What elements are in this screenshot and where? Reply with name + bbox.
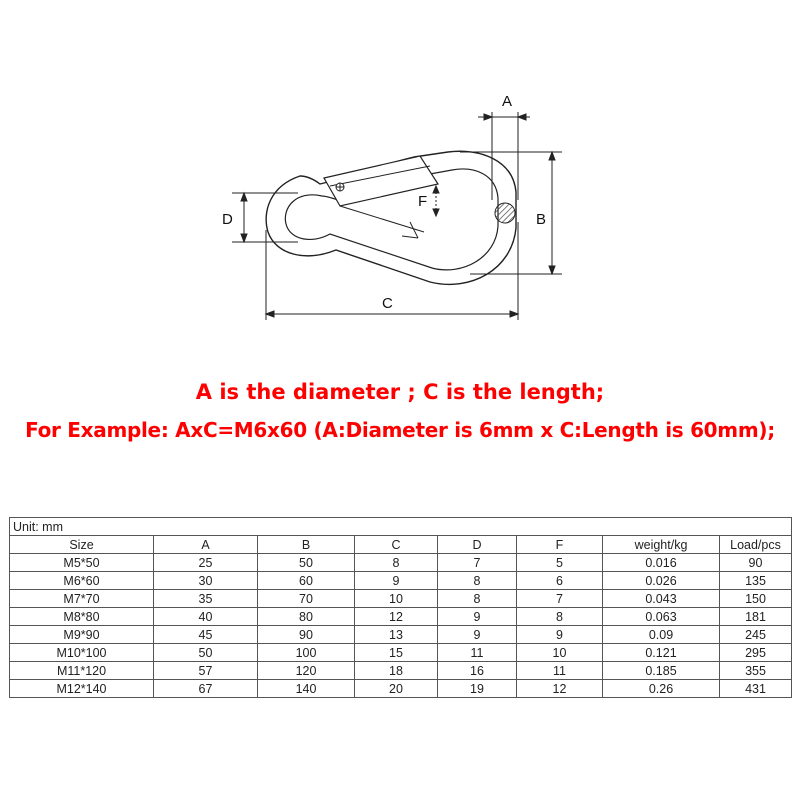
table-cell: 9 xyxy=(355,572,438,590)
table-cell: 355 xyxy=(720,662,792,680)
table-cell: M9*90 xyxy=(10,626,154,644)
table-row xyxy=(10,644,792,662)
table-header-row xyxy=(10,536,792,554)
dim-label-f: F xyxy=(418,193,428,210)
table-cell: M8*80 xyxy=(10,608,154,626)
column-header: A xyxy=(154,536,258,554)
table-cell: 20 xyxy=(355,680,438,698)
table-cell: 431 xyxy=(720,680,792,698)
table-cell: 90 xyxy=(720,554,792,572)
table-cell: 10 xyxy=(355,590,438,608)
dim-label-a: A xyxy=(502,93,513,110)
table-cell: M5*50 xyxy=(10,554,154,572)
table-cell: 0.09 xyxy=(603,626,720,644)
table-cell: 60 xyxy=(258,572,355,590)
dimension-d xyxy=(232,193,298,242)
table-cell: 35 xyxy=(154,590,258,608)
table-cell: M10*100 xyxy=(10,644,154,662)
table-cell: 0.063 xyxy=(603,608,720,626)
table-cell: 8 xyxy=(438,572,517,590)
table-row xyxy=(10,590,792,608)
table-cell: 295 xyxy=(720,644,792,662)
table-cell: 5 xyxy=(517,554,603,572)
table-row xyxy=(10,662,792,680)
spec-table xyxy=(9,517,792,698)
table-cell: 9 xyxy=(438,608,517,626)
column-header: D xyxy=(438,536,517,554)
table-cell: 19 xyxy=(438,680,517,698)
table-cell: 90 xyxy=(258,626,355,644)
table-cell: M11*120 xyxy=(10,662,154,680)
wire-cross-section xyxy=(495,203,515,223)
table-cell: 18 xyxy=(355,662,438,680)
table-row xyxy=(10,626,792,644)
table-cell: M7*70 xyxy=(10,590,154,608)
table-row xyxy=(10,608,792,626)
dim-label-b: B xyxy=(536,211,547,228)
unit-label: Unit: mm xyxy=(10,518,792,536)
table-cell: 45 xyxy=(154,626,258,644)
column-header: weight/kg xyxy=(603,536,720,554)
column-header: Size xyxy=(10,536,154,554)
table-cell: 0.043 xyxy=(603,590,720,608)
table-row xyxy=(10,554,792,572)
table-cell: 15 xyxy=(355,644,438,662)
table-cell: 50 xyxy=(258,554,355,572)
column-header: B xyxy=(258,536,355,554)
table-cell: 30 xyxy=(154,572,258,590)
table-cell: M12*140 xyxy=(10,680,154,698)
table-cell: 11 xyxy=(517,662,603,680)
column-header: C xyxy=(355,536,438,554)
table-row xyxy=(10,680,792,698)
table-cell: 40 xyxy=(154,608,258,626)
table-cell: 135 xyxy=(720,572,792,590)
carabiner-dimension-diagram xyxy=(0,0,800,340)
table-cell: 0.016 xyxy=(603,554,720,572)
table-row xyxy=(10,572,792,590)
table-cell: M6*60 xyxy=(10,572,154,590)
table-cell: 12 xyxy=(517,680,603,698)
table-cell: 10 xyxy=(517,644,603,662)
dim-label-d: D xyxy=(222,211,233,228)
table-cell: 16 xyxy=(438,662,517,680)
table-cell: 7 xyxy=(517,590,603,608)
table-cell: 0.026 xyxy=(603,572,720,590)
table-cell: 8 xyxy=(355,554,438,572)
table-cell: 6 xyxy=(517,572,603,590)
table-cell: 13 xyxy=(355,626,438,644)
caption-example: For Example: AxC=M6x60 (A:Diameter is 6mm x C:Length is 60mm); xyxy=(25,418,775,442)
table-cell: 50 xyxy=(154,644,258,662)
table-cell: 0.121 xyxy=(603,644,720,662)
table-cell: 70 xyxy=(258,590,355,608)
table-cell: 9 xyxy=(438,626,517,644)
caption-diameter-length: A is the diameter ; C is the length; xyxy=(195,380,605,404)
table-cell: 25 xyxy=(154,554,258,572)
table-cell: 0.185 xyxy=(603,662,720,680)
table-cell: 9 xyxy=(517,626,603,644)
table-cell: 8 xyxy=(438,590,517,608)
table-cell: 181 xyxy=(720,608,792,626)
table-cell: 80 xyxy=(258,608,355,626)
table-cell: 100 xyxy=(258,644,355,662)
table-cell: 140 xyxy=(258,680,355,698)
table-cell: 150 xyxy=(720,590,792,608)
table-cell: 7 xyxy=(438,554,517,572)
table-cell: 0.26 xyxy=(603,680,720,698)
dim-label-c: C xyxy=(382,295,393,312)
table-cell: 67 xyxy=(154,680,258,698)
table-cell: 245 xyxy=(720,626,792,644)
column-header: Load/pcs xyxy=(720,536,792,554)
table-cell: 8 xyxy=(517,608,603,626)
column-header: F xyxy=(517,536,603,554)
table-cell: 57 xyxy=(154,662,258,680)
unit-row xyxy=(10,518,792,536)
table-cell: 12 xyxy=(355,608,438,626)
table-cell: 11 xyxy=(438,644,517,662)
table-cell: 120 xyxy=(258,662,355,680)
